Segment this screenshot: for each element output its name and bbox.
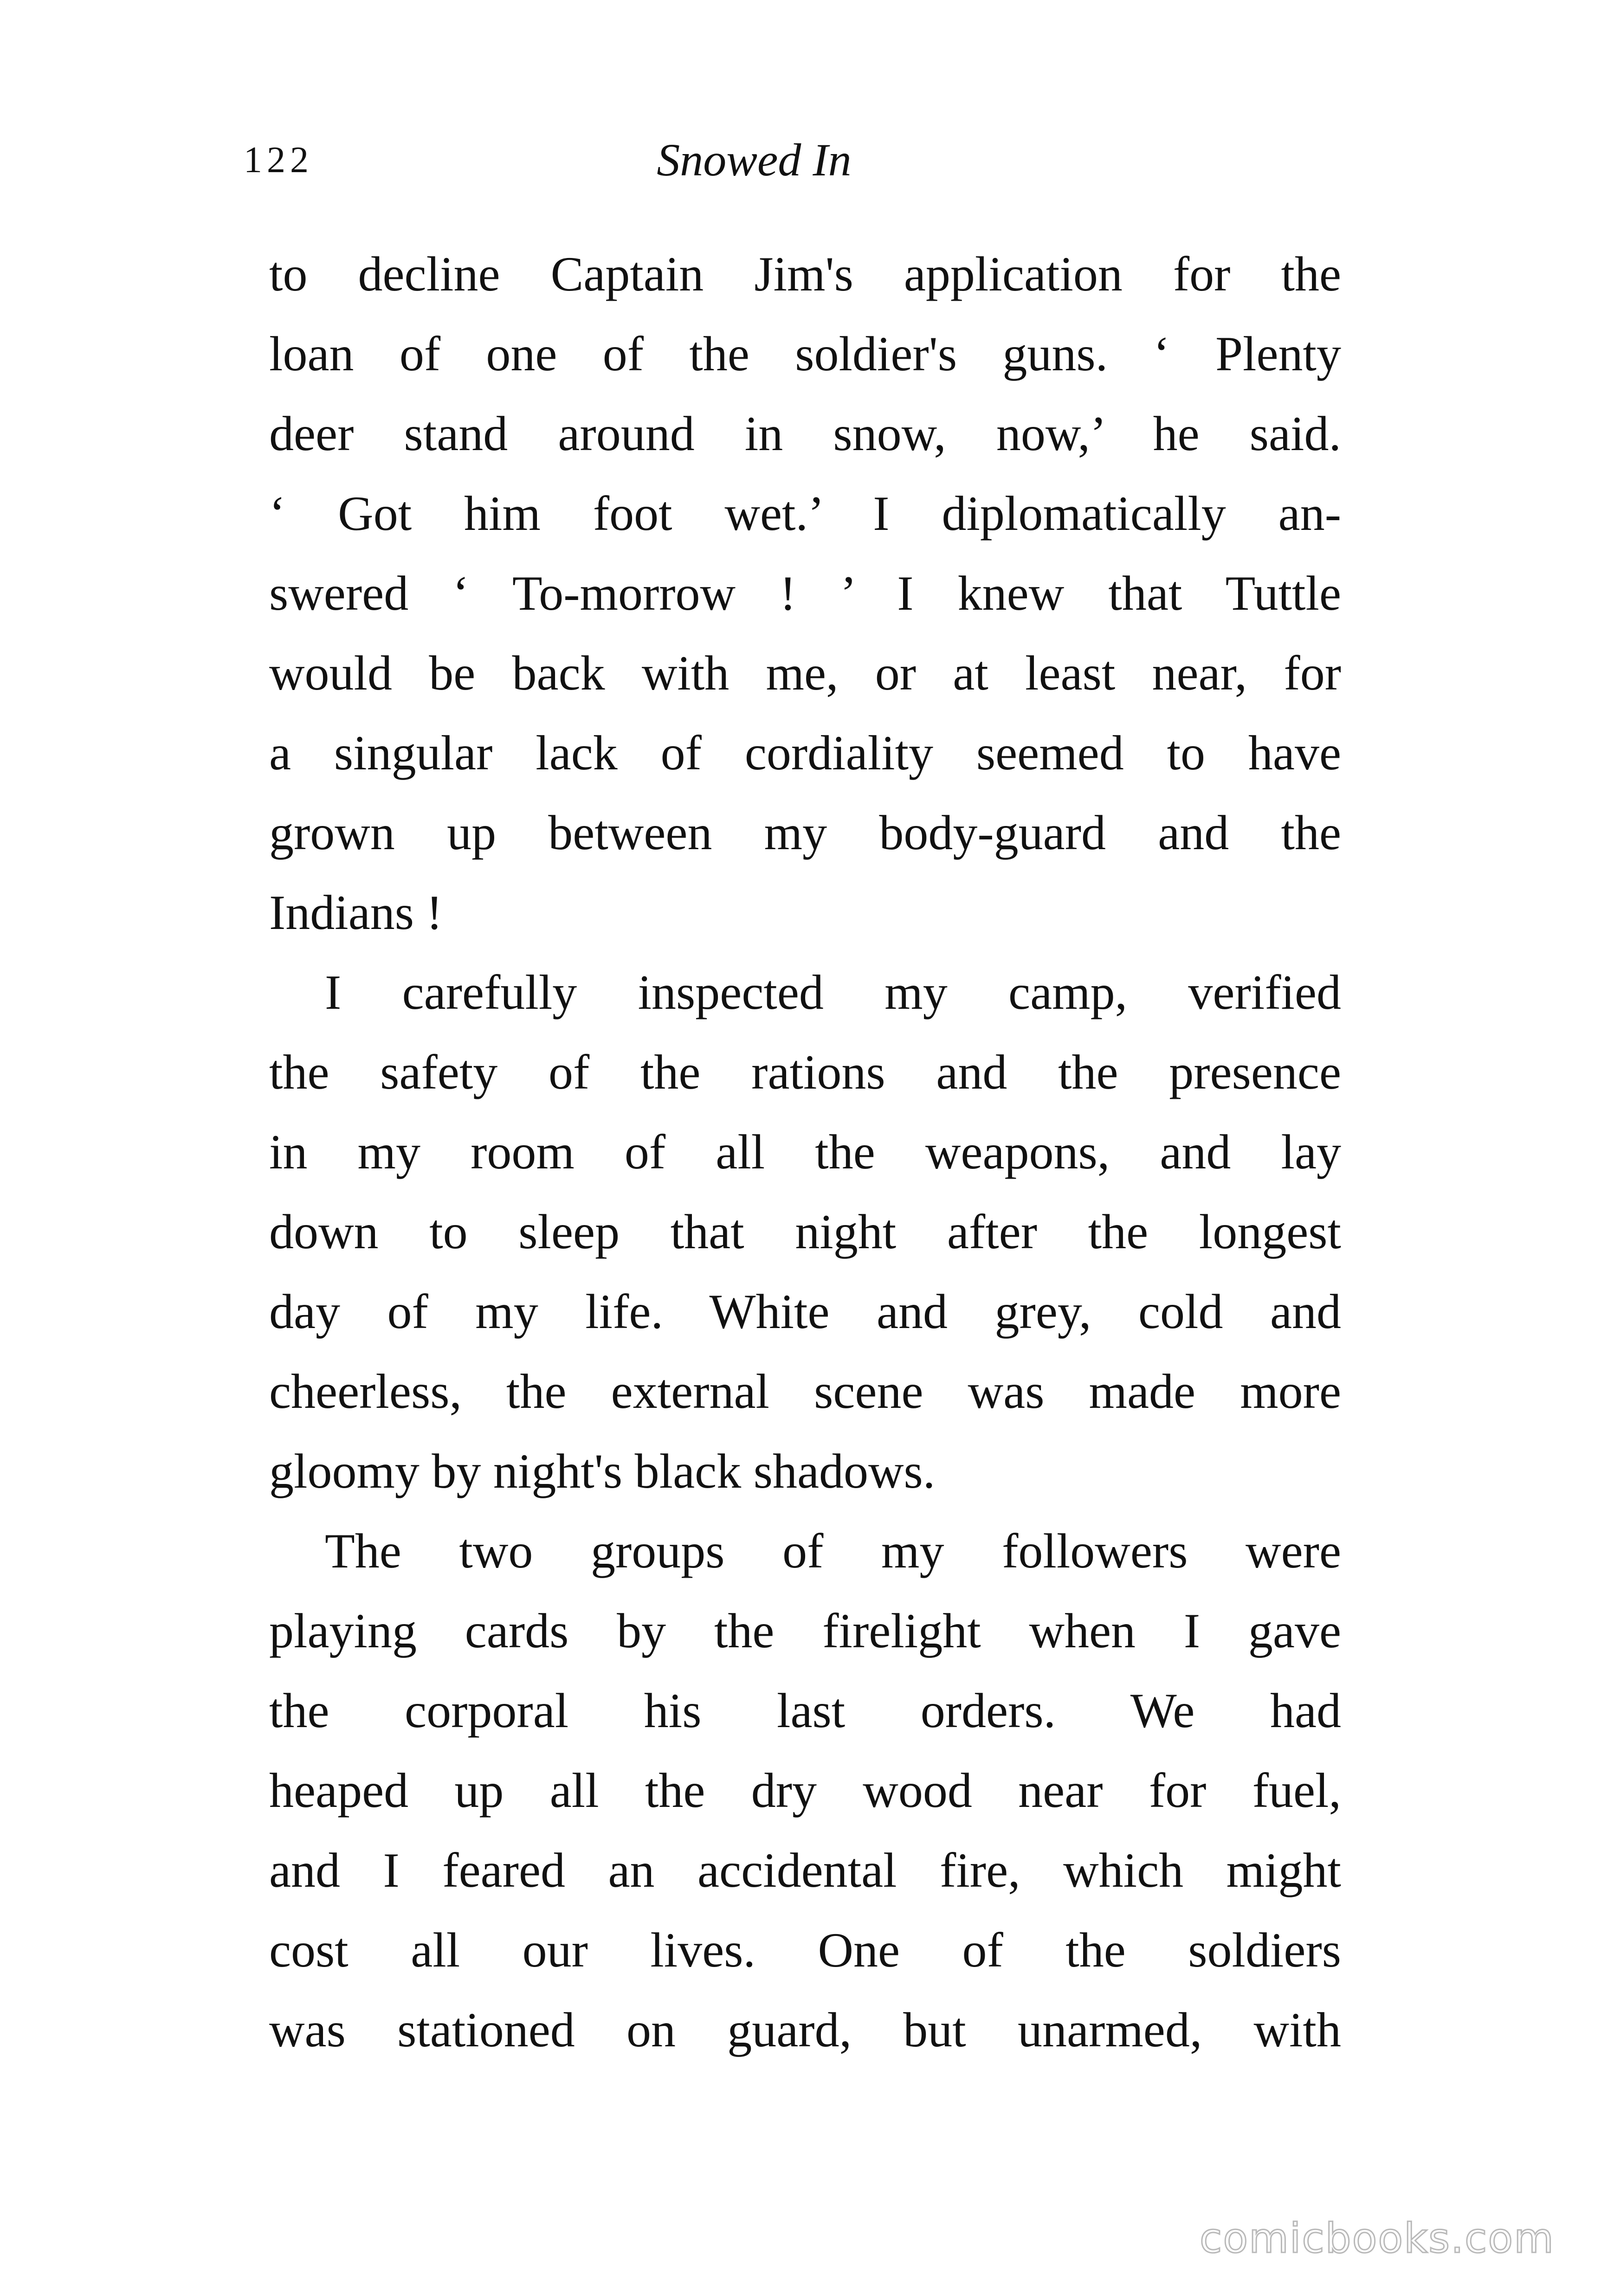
page-number: 122 bbox=[244, 140, 313, 181]
text-line: gloomy by night's black shadows. bbox=[269, 1444, 936, 1498]
text-line: I carefully inspected my camp, verified bbox=[325, 965, 1341, 1019]
text-line: day of my life. White and grey, cold and bbox=[269, 1284, 1341, 1339]
text-line: to decline Captain Jim's application for the bbox=[269, 247, 1341, 301]
text-line: deer stand around in snow, now,’ he said. bbox=[269, 406, 1341, 461]
text-line: swered ‘ To-morrow ! ’ I knew that Tuttle bbox=[269, 566, 1341, 620]
text-line: would be back with me, or at least near, for bbox=[269, 646, 1341, 700]
watermark-logo: comicbooks.com bbox=[1199, 2214, 1555, 2262]
running-title: Snowed In bbox=[657, 134, 852, 186]
text-line: heaped up all the dry wood near for fuel, bbox=[269, 1763, 1341, 1818]
text-line: playing cards by the firelight when I gave bbox=[269, 1604, 1341, 1658]
text-line: the safety of the rations and the presence bbox=[269, 1045, 1341, 1099]
text-line: was stationed on guard, but unarmed, with bbox=[269, 2003, 1341, 2057]
paragraph-1 bbox=[269, 234, 1341, 953]
text-line: The two groups of my followers were bbox=[325, 1524, 1341, 1578]
paragraph-3 bbox=[269, 1511, 1341, 2070]
text-line: the corporal his last orders. We had bbox=[269, 1683, 1341, 1738]
paragraph-2 bbox=[269, 953, 1341, 1511]
text-line: in my room of all the weapons, and lay bbox=[269, 1125, 1341, 1179]
text-line: and I feared an accidental fire, which might bbox=[269, 1843, 1341, 1897]
text-line: down to sleep that night after the longest bbox=[269, 1205, 1341, 1259]
text-line: cheerless, the external scene was made more bbox=[269, 1364, 1341, 1419]
text-line: grown up between my body-guard and the bbox=[269, 806, 1341, 860]
text-line: cost all our lives. One of the soldiers bbox=[269, 1923, 1341, 1977]
text-line: a singular lack of cordiality seemed to have bbox=[269, 726, 1341, 780]
text-line: Indians ! bbox=[269, 885, 443, 940]
text-line: loan of one of the soldier's guns. ‘ Plenty bbox=[269, 327, 1341, 381]
body-text bbox=[269, 234, 1341, 2070]
text-line: ‘ Got him foot wet.’ I diplomatically an- bbox=[269, 486, 1341, 541]
